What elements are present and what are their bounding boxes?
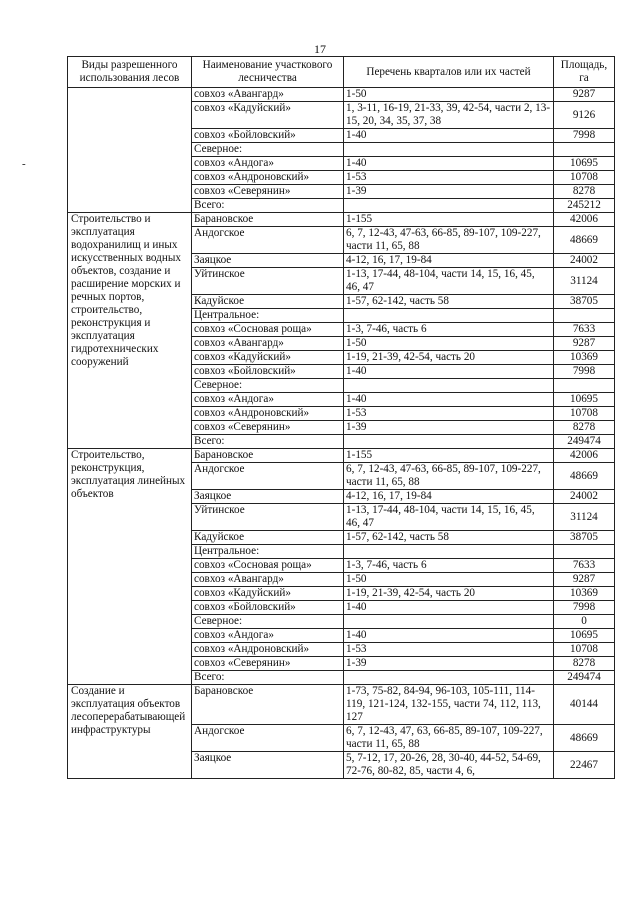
forest-use-table xyxy=(67,56,615,779)
quarters-cell: 1-13, 17-44, 48-104, части 14, 15, 16, 45, 46, 47 xyxy=(344,504,554,531)
quarters-cell: 1-53 xyxy=(344,171,554,185)
quarters-cell: 1-155 xyxy=(344,213,554,227)
forestry-name-cell: совхоз «Бойловский» xyxy=(192,129,344,143)
quarters-cell: 1-40 xyxy=(344,157,554,171)
use-type-cell: Строительство, реконструкция, эксплуатация линейных объектов xyxy=(68,449,192,685)
area-cell: 7633 xyxy=(554,323,615,337)
quarters-cell: 1-13, 17-44, 48-104, части 14, 15, 16, 45, 46, 47 xyxy=(344,268,554,295)
forestry-name-cell: совхоз «Кадуйский» xyxy=(192,102,344,129)
header-use-type: Виды разрешенного использования лесов xyxy=(68,57,192,88)
forestry-name-cell: совхоз «Андога» xyxy=(192,157,344,171)
quarters-cell: 1-3, 7-46, часть 6 xyxy=(344,323,554,337)
forestry-name-cell: совхоз «Андроновский» xyxy=(192,643,344,657)
table-row xyxy=(68,449,615,463)
forestry-name-cell: Всего: xyxy=(192,199,344,213)
area-cell: 249474 xyxy=(554,671,615,685)
quarters-cell: 1-73, 75-82, 84-94, 96-103, 105-111, 114-119, 121-124, 132-155, части 74, 112, 113, 127 xyxy=(344,685,554,725)
area-cell: 245212 xyxy=(554,199,615,213)
area-cell: 9287 xyxy=(554,88,615,102)
forestry-name-cell: совхоз «Кадуйский» xyxy=(192,351,344,365)
quarters-cell: 1-53 xyxy=(344,643,554,657)
area-cell xyxy=(554,309,615,323)
quarters-cell: 1-19, 21-39, 42-54, часть 20 xyxy=(344,587,554,601)
forestry-name-cell: Заяцкое xyxy=(192,752,344,779)
quarters-cell: 6, 7, 12-43, 47-63, 66-85, 89-107, 109-227, части 11, 65, 88 xyxy=(344,227,554,254)
quarters-cell: 5, 7-12, 17, 20-26, 28, 30-40, 44-52, 54-69, 72-76, 80-82, 85, части 4, 6, xyxy=(344,752,554,779)
forestry-name-cell: Заяцкое xyxy=(192,254,344,268)
area-cell: 48669 xyxy=(554,227,615,254)
quarters-cell: 1-40 xyxy=(344,393,554,407)
area-cell: 8278 xyxy=(554,185,615,199)
area-cell: 10708 xyxy=(554,407,615,421)
quarters-cell: 1-19, 21-39, 42-54, часть 20 xyxy=(344,351,554,365)
quarters-cell xyxy=(344,615,554,629)
use-type-cell: Создание и эксплуатация объектов лесоперерабатывающей инфраструктуры xyxy=(68,685,192,779)
area-cell: 7633 xyxy=(554,559,615,573)
margin-mark: - xyxy=(22,158,26,170)
quarters-cell: 1-155 xyxy=(344,449,554,463)
quarters-cell: 1, 3-11, 16-19, 21-33, 39, 42-54, части 2, 13-15, 20, 34, 35, 37, 38 xyxy=(344,102,554,129)
quarters-cell: 1-50 xyxy=(344,573,554,587)
forestry-name-cell: совхоз «Сосновая роща» xyxy=(192,323,344,337)
area-cell: 10369 xyxy=(554,351,615,365)
table-body xyxy=(68,88,615,779)
forestry-name-cell: Кадуйское xyxy=(192,295,344,309)
area-cell: 24002 xyxy=(554,490,615,504)
forestry-name-cell: совхоз «Северянин» xyxy=(192,421,344,435)
area-cell: 249474 xyxy=(554,435,615,449)
forestry-name-cell: Центральное: xyxy=(192,545,344,559)
quarters-cell: 6, 7, 12-43, 47, 63, 66-85, 89-107, 109-227, части 11, 65, 88 xyxy=(344,725,554,752)
area-cell: 10695 xyxy=(554,157,615,171)
quarters-cell xyxy=(344,545,554,559)
area-cell: 31124 xyxy=(554,504,615,531)
forestry-name-cell: Барановское xyxy=(192,685,344,725)
quarters-cell: 1-39 xyxy=(344,421,554,435)
area-cell xyxy=(554,379,615,393)
area-cell: 7998 xyxy=(554,601,615,615)
forestry-name-cell: Всего: xyxy=(192,671,344,685)
quarters-cell: 6, 7, 12-43, 47-63, 66-85, 89-107, 109-227, части 11, 65, 88 xyxy=(344,463,554,490)
area-cell: 42006 xyxy=(554,213,615,227)
area-cell: 48669 xyxy=(554,725,615,752)
quarters-cell xyxy=(344,309,554,323)
quarters-cell: 1-40 xyxy=(344,629,554,643)
forestry-name-cell: совхоз «Андога» xyxy=(192,393,344,407)
forestry-name-cell: совхоз «Северянин» xyxy=(192,657,344,671)
forestry-name-cell: Барановское xyxy=(192,449,344,463)
area-cell: 10369 xyxy=(554,587,615,601)
table-row xyxy=(68,685,615,725)
area-cell: 8278 xyxy=(554,421,615,435)
forestry-name-cell: совхоз «Северянин» xyxy=(192,185,344,199)
area-cell: 10708 xyxy=(554,171,615,185)
area-cell: 0 xyxy=(554,615,615,629)
quarters-cell xyxy=(344,379,554,393)
forestry-name-cell: Всего: xyxy=(192,435,344,449)
quarters-cell: 1-50 xyxy=(344,337,554,351)
forestry-name-cell: совхоз «Кадуйский» xyxy=(192,587,344,601)
quarters-cell: 1-39 xyxy=(344,185,554,199)
quarters-cell: 1-3, 7-46, часть 6 xyxy=(344,559,554,573)
forestry-name-cell: Северное: xyxy=(192,379,344,393)
header-area: Площадь, га xyxy=(554,57,615,88)
quarters-cell: 1-57, 62-142, часть 58 xyxy=(344,295,554,309)
quarters-cell: 4-12, 16, 17, 19-84 xyxy=(344,254,554,268)
area-cell: 24002 xyxy=(554,254,615,268)
area-cell: 9287 xyxy=(554,573,615,587)
quarters-cell: 4-12, 16, 17, 19-84 xyxy=(344,490,554,504)
forestry-name-cell: Уйтинское xyxy=(192,268,344,295)
forestry-name-cell: совхоз «Андроновский» xyxy=(192,171,344,185)
area-cell: 7998 xyxy=(554,129,615,143)
area-cell xyxy=(554,545,615,559)
forestry-name-cell: Северное: xyxy=(192,143,344,157)
area-cell: 10695 xyxy=(554,393,615,407)
forestry-name-cell: совхоз «Авангард» xyxy=(192,573,344,587)
forestry-name-cell: Уйтинское xyxy=(192,504,344,531)
area-cell: 8278 xyxy=(554,657,615,671)
quarters-cell: 1-40 xyxy=(344,365,554,379)
area-cell: 42006 xyxy=(554,449,615,463)
quarters-cell xyxy=(344,435,554,449)
quarters-cell: 1-40 xyxy=(344,129,554,143)
area-cell: 22467 xyxy=(554,752,615,779)
header-forestry-name: Наименование участкового лесничества xyxy=(192,57,344,88)
quarters-cell xyxy=(344,143,554,157)
quarters-cell xyxy=(344,199,554,213)
forestry-name-cell: Андогское xyxy=(192,463,344,490)
area-cell: 38705 xyxy=(554,531,615,545)
forestry-name-cell: совхоз «Бойловский» xyxy=(192,365,344,379)
table-row xyxy=(68,213,615,227)
quarters-cell xyxy=(344,671,554,685)
forestry-name-cell: Северное: xyxy=(192,615,344,629)
quarters-cell: 1-40 xyxy=(344,601,554,615)
page-number: 17 xyxy=(314,42,326,56)
table-header-row xyxy=(68,57,615,88)
forestry-name-cell: Андогское xyxy=(192,227,344,254)
quarters-cell: 1-57, 62-142, часть 58 xyxy=(344,531,554,545)
area-cell: 9287 xyxy=(554,337,615,351)
area-cell: 7998 xyxy=(554,365,615,379)
area-cell: 40144 xyxy=(554,685,615,725)
header-quarters-list: Перечень кварталов или их частей xyxy=(344,57,554,88)
forestry-name-cell: Заяцкое xyxy=(192,490,344,504)
area-cell: 10695 xyxy=(554,629,615,643)
area-cell: 48669 xyxy=(554,463,615,490)
quarters-cell: 1-50 xyxy=(344,88,554,102)
use-type-cell xyxy=(68,88,192,213)
table-row xyxy=(68,88,615,102)
forestry-name-cell: совхоз «Бойловский» xyxy=(192,601,344,615)
use-type-cell: Строительство и эксплуатация водохранилищ и иных искусственных водных объектов, создание и расширение морских и речных портов, строительство, реконструкция и эксплуатация гидротехнических сооружений xyxy=(68,213,192,449)
forestry-name-cell: совхоз «Андога» xyxy=(192,629,344,643)
forestry-name-cell: Андогское xyxy=(192,725,344,752)
forestry-name-cell: Кадуйское xyxy=(192,531,344,545)
area-cell: 31124 xyxy=(554,268,615,295)
area-cell xyxy=(554,143,615,157)
quarters-cell: 1-53 xyxy=(344,407,554,421)
area-cell: 9126 xyxy=(554,102,615,129)
forestry-name-cell: Центральное: xyxy=(192,309,344,323)
area-cell: 10708 xyxy=(554,643,615,657)
forestry-name-cell: совхоз «Авангард» xyxy=(192,337,344,351)
forestry-name-cell: совхоз «Авангард» xyxy=(192,88,344,102)
forestry-name-cell: совхоз «Сосновая роща» xyxy=(192,559,344,573)
forestry-name-cell: Барановское xyxy=(192,213,344,227)
area-cell: 38705 xyxy=(554,295,615,309)
quarters-cell: 1-39 xyxy=(344,657,554,671)
forestry-name-cell: совхоз «Андроновский» xyxy=(192,407,344,421)
